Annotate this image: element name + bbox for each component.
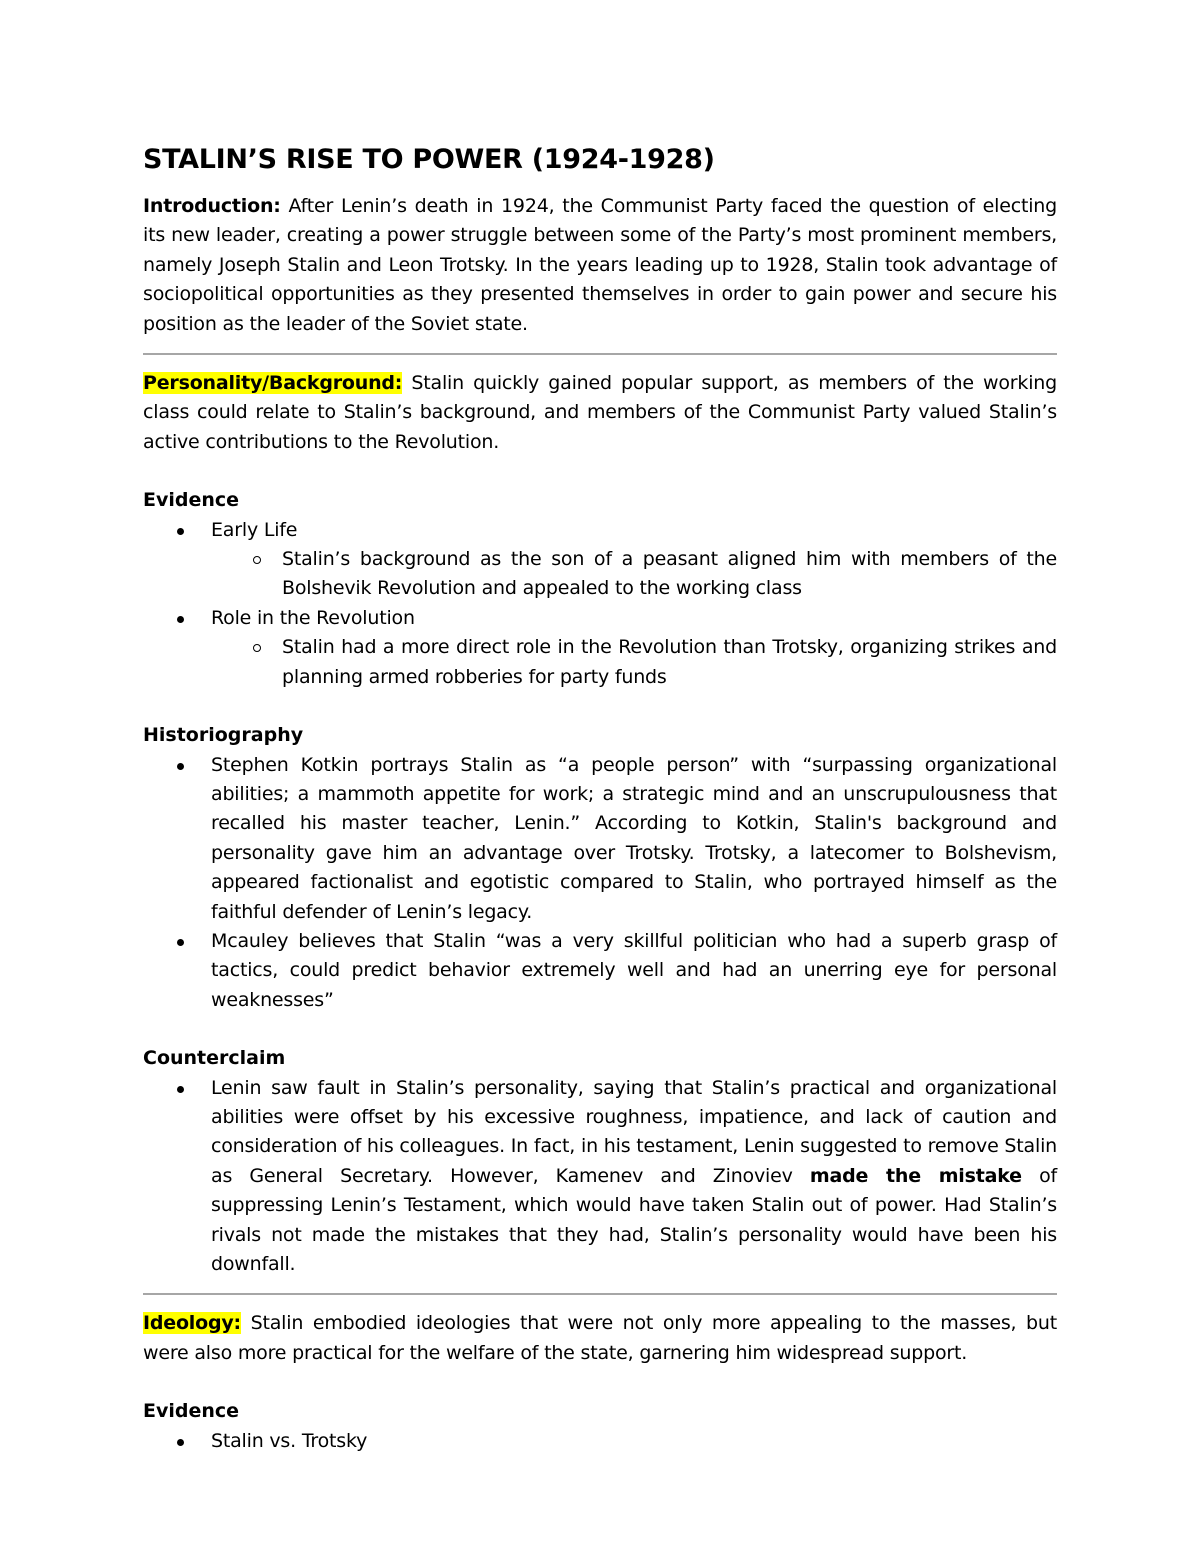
bullet-icon [177, 1086, 184, 1093]
counterclaim-text-before: Lenin saw fault in Stalin’s personality, saying that Stalin’s practical and organizational abilities were offset by his excessive roughness, impatience, and lack of caution and consideration of his colleagues. In fact, in his testament, Lenin suggested to remove Stalin as General Secretary. However, Kamenev and Zinoviev [211, 1076, 1057, 1187]
bullet-icon [177, 763, 184, 770]
historiography-list [143, 751, 1057, 1016]
sub-list-item [211, 633, 1057, 692]
introduction-text: After Lenin’s death in 1924, the Communist Party faced the question of electing its new leader, creating a power struggle between some of the Party’s most prominent members, namely Joseph Stalin and Leon Trotsky. In the years leading up to 1928, Stalin took advantage of sociopolitical opportunities as they presented themselves in order to gain power and secure his position as the leader of the Soviet state. [143, 195, 1057, 335]
evidence-item-label: Early Life [211, 518, 298, 541]
sub-item-text: Stalin’s background as the son of a peasant aligned him with members of the Bolshevik Revolution and appealed to the working class [282, 548, 1057, 600]
personality-paragraph [143, 369, 1057, 457]
document-page [143, 140, 1057, 1456]
historiography-heading: Historiography [143, 724, 304, 747]
bullet-icon [177, 528, 184, 535]
evidence-list [143, 1427, 1057, 1456]
sub-list [211, 633, 1057, 692]
introduction-paragraph [143, 192, 1057, 339]
bullet-icon [177, 939, 184, 946]
bullet-icon [177, 1439, 184, 1446]
personality-label: Personality/Background: [143, 372, 403, 395]
historiography-text: Mcauley believes that Stalin “was a very skillful politician who had a superb grasp of tactics, could predict behavior extremely well and had an unerring eye for personal weaknesses” [211, 929, 1057, 1011]
hollow-bullet-icon [253, 556, 261, 564]
section-divider [143, 353, 1057, 355]
evidence-heading: Evidence [143, 1400, 240, 1423]
counterclaim-text-after: of suppressing Lenin’s Testament, which would have taken Stalin out of power. Had Stalin’s rivals not made the mistakes that they had, Stalin’s personality would have been his downfall. [211, 1164, 1057, 1275]
counterclaim-list [143, 1074, 1057, 1280]
historiography-text: Stephen Kotkin portrays Stalin as “a people person” with “surpassing organizational abilities; a mammoth appetite for work; a strategic mind and an unscrupulousness that recalled his master teacher, Lenin.” According to Kotkin, Stalin's background and personality gave him an advantage over Trotsky. Trotsky, a latecomer to Bolshevism, appeared factionalist and egotistic compared to Stalin, who portrayed himself as the faithful defender of Lenin’s legacy. [211, 753, 1057, 923]
list-item [143, 516, 1057, 604]
counterclaim-emphasis: made the mistake [809, 1164, 1022, 1187]
bullet-icon [177, 616, 184, 623]
list-item [143, 927, 1057, 1015]
counterclaim-heading: Counterclaim [143, 1047, 286, 1070]
evidence-item-label: Stalin vs. Trotsky [211, 1429, 368, 1452]
personality-text: Stalin quickly gained popular support, as members of the working class could relate to Stalin’s background, and members of the Communist Party valued Stalin’s active contributions to the Revolution. [143, 372, 1057, 453]
ideology-paragraph [143, 1309, 1057, 1368]
section-divider [143, 1293, 1057, 1295]
evidence-heading: Evidence [143, 489, 240, 512]
page-title: STALIN’S RISE TO POWER (1924-1928) [143, 144, 715, 175]
ideology-label: Ideology: [143, 1312, 241, 1335]
sub-item-text: Stalin had a more direct role in the Revolution than Trotsky, organizing strikes and planning armed robberies for party funds [282, 636, 1057, 688]
introduction-label: Introduction: [143, 195, 281, 217]
list-item [143, 1427, 1057, 1456]
evidence-item-label: Role in the Revolution [211, 606, 415, 629]
sub-list-item [211, 545, 1057, 604]
hollow-bullet-icon [253, 644, 261, 652]
list-item [143, 1074, 1057, 1280]
evidence-list [143, 516, 1057, 692]
sub-list [211, 545, 1057, 604]
ideology-text: Stalin embodied ideologies that were not only more appealing to the masses, but were also more practical for the welfare of the state, garnering him widespread support. [143, 1312, 1057, 1364]
list-item [143, 604, 1057, 692]
list-item [143, 751, 1057, 927]
